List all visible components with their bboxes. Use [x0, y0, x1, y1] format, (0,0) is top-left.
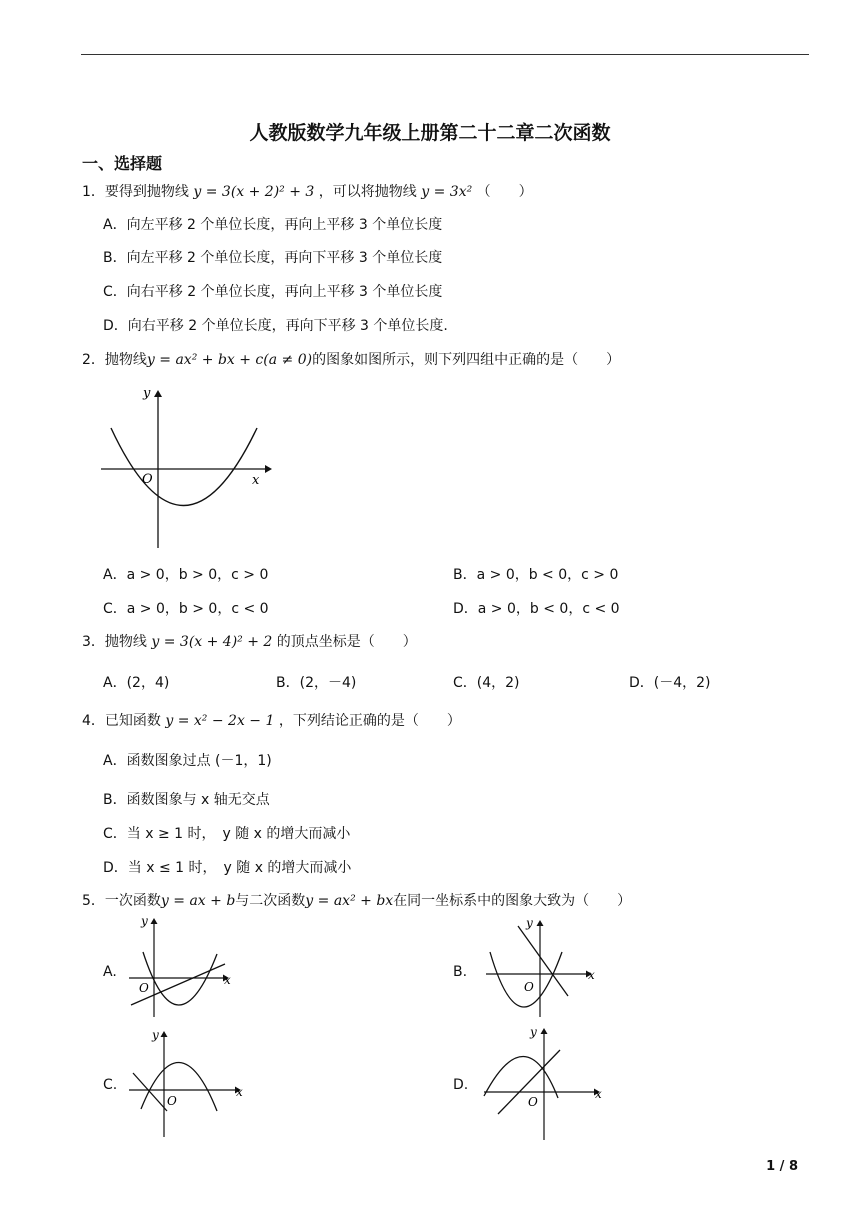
formula: y = ax² + bx: [305, 893, 394, 909]
x-axis-label: x: [236, 1085, 243, 1099]
question-text: 在同一坐标系中的图象大致为（ ）: [393, 893, 632, 909]
formula: y = ax + b: [160, 893, 236, 909]
origin-label: O: [524, 980, 534, 994]
formula: y = 3(x + 2)² + 3: [193, 184, 315, 200]
origin-label: O: [528, 1095, 538, 1109]
option-d: D．当 x ≤ 1 时， y 随 x 的增大而减小: [103, 860, 352, 876]
header-rule: [81, 54, 809, 55]
x-axis-arrow: [265, 465, 272, 473]
option-c-label: C.: [103, 1077, 118, 1093]
question-5: [82, 890, 631, 910]
question-4: [82, 710, 461, 730]
section-heading: 一、选择题: [82, 154, 163, 173]
question-text: 与二次函数: [235, 893, 306, 909]
option-a-label: A.: [103, 964, 117, 980]
question-1: [82, 181, 533, 201]
question-number: 2．: [82, 352, 105, 368]
option-d-graph: [480, 1020, 610, 1142]
option-a-graph: [125, 912, 240, 1022]
option-b: B．向左平移 2 个单位长度，再向下平移 3 个单位长度: [103, 250, 443, 266]
formula: y = 3x²: [421, 184, 473, 200]
y-axis-label: y: [152, 1028, 159, 1042]
question-text: 的图象如图所示，则下列四组中正确的是（ ）: [312, 352, 621, 368]
parabola-figure: [95, 383, 275, 553]
y-axis-arrow: [537, 920, 544, 926]
page-number: 1 / 8: [766, 1159, 798, 1174]
y-axis-label: y: [143, 386, 151, 401]
question-number: 5．: [82, 893, 105, 909]
x-axis-label: x: [595, 1087, 602, 1101]
x-axis-label: x: [224, 973, 231, 987]
option-d: D．向右平移 2 个单位长度，再向下平移 3 个单位长度.: [103, 318, 448, 334]
option-c: C．当 x ≥ 1 时， y 随 x 的增大而减小: [103, 826, 351, 842]
option-a: A．(2，4): [103, 675, 170, 691]
origin-label: O: [167, 1094, 177, 1108]
question-text: 抛物线: [104, 634, 147, 650]
origin-label: O: [142, 472, 153, 487]
answer-paren: （ ）: [476, 184, 533, 200]
option-a: A．函数图象过点 (－1，1): [103, 753, 272, 769]
question-text: 要得到抛物线: [104, 184, 189, 200]
option-b: B．函数图象与 x 轴无交点: [103, 792, 270, 808]
origin-label: O: [139, 981, 149, 995]
parabola-curve: [141, 1062, 217, 1111]
y-axis-arrow: [151, 918, 158, 924]
question-text: 一次函数: [104, 893, 161, 909]
question-3: [82, 631, 417, 651]
x-axis-label: x: [252, 473, 260, 488]
formula: y = x² − 2x − 1: [165, 713, 275, 729]
option-b: B．a > 0，b < 0，c > 0: [453, 567, 619, 583]
option-d: D．(－4，2): [629, 675, 711, 691]
line-graph: [133, 1073, 167, 1111]
option-c-graph: [125, 1025, 250, 1140]
formula: y = ax² + bx + c(a ≠ 0): [146, 352, 313, 368]
formula: y = 3(x + 4)² + 2: [151, 634, 273, 650]
option-b-graph: [482, 912, 600, 1022]
question-number: 4．: [82, 713, 105, 729]
option-a: A．a > 0，b > 0，c > 0: [103, 567, 269, 583]
question-text: 抛物线: [104, 352, 147, 368]
question-number: 3．: [82, 634, 105, 650]
option-c: C．a > 0，b > 0，c < 0: [103, 601, 269, 617]
question-2: [82, 349, 620, 369]
y-axis-label: y: [526, 916, 533, 930]
y-axis-label: y: [530, 1025, 537, 1039]
y-axis-arrow: [161, 1031, 168, 1037]
question-text: ，可以将抛物线: [318, 184, 417, 200]
question-text: 的顶点坐标是（ ）: [276, 634, 417, 650]
parabola-curve: [111, 428, 257, 506]
question-number: 1．: [82, 184, 105, 200]
question-text: ，下列结论正确的是（ ）: [278, 713, 461, 729]
option-a: A．向左平移 2 个单位长度，再向上平移 3 个单位长度: [103, 217, 443, 233]
question-text: 已知函数: [104, 713, 161, 729]
option-d: D．a > 0，b < 0，c < 0: [453, 601, 620, 617]
option-c: C．向右平移 2 个单位长度，再向上平移 3 个单位长度: [103, 284, 443, 300]
x-axis-label: x: [588, 968, 595, 982]
document-title: 人教版数学九年级上册第二十二章二次函数: [249, 122, 611, 144]
option-c: C．(4，2): [453, 675, 520, 691]
option-d-label: D.: [453, 1077, 469, 1093]
option-b-label: B.: [453, 964, 468, 980]
y-axis-label: y: [141, 914, 148, 928]
option-b: B．(2，－4): [276, 675, 357, 691]
y-axis-arrow: [541, 1028, 548, 1034]
y-axis-arrow: [154, 390, 162, 397]
